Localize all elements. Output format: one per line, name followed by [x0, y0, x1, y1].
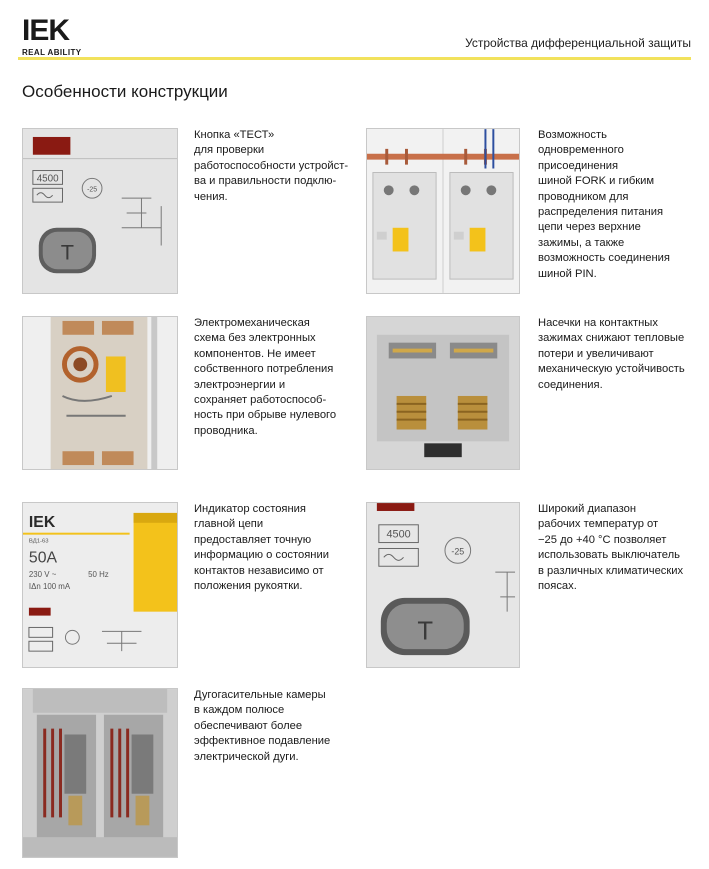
rating-code-text: 4500	[36, 173, 59, 185]
desc-line: предоставляет точную	[194, 533, 312, 546]
feature-description-fork-busbar	[538, 128, 700, 282]
voltage-text: 230 V ~	[28, 570, 57, 580]
desc-line: главной цепи	[194, 518, 264, 531]
arc-chambers-illustration	[23, 689, 177, 857]
desc-line: компонентов. Не имеет	[194, 347, 316, 360]
page-title: Особенности конструкции	[22, 82, 228, 101]
test-letter-text: T	[417, 617, 434, 646]
desc-line: Возможность	[538, 129, 607, 141]
desc-line: положения рукоятки.	[194, 580, 303, 593]
desc-line: собственного потребления	[194, 363, 334, 376]
desc-line: работоспособности устройст-	[194, 159, 349, 172]
internals-illustration	[23, 317, 177, 469]
desc-line: Электромеханическая	[194, 317, 310, 329]
desc-line: Индикатор состояния	[194, 503, 306, 515]
desc-line: распределения питания	[538, 206, 664, 219]
desc-line: электроэнергии и	[194, 378, 286, 391]
desc-line: Дугогасительные камеры	[194, 689, 326, 701]
desc-line: проводника.	[194, 424, 258, 437]
busbar-illustration	[367, 129, 519, 293]
desc-line: шиной PIN.	[538, 267, 597, 280]
desc-line: одновременного	[538, 144, 624, 157]
indicator-illustration	[23, 503, 177, 667]
desc-line: чения.	[194, 190, 228, 203]
logo-subtitle: REAL ABILITY	[22, 48, 82, 57]
desc-line: информацию о состоянии	[194, 549, 329, 562]
desc-line: соединения.	[538, 378, 603, 391]
feature-description-arc-chambers	[194, 688, 354, 765]
desc-line: цепи через верхние	[538, 221, 641, 234]
contact-terminals-photo	[366, 316, 520, 470]
desc-line: сохраняет работоспособ-	[194, 394, 327, 407]
desc-line: присоединения	[538, 159, 619, 172]
desc-line: −25 до +40 °С позволяет	[538, 533, 667, 546]
current-text: 50A	[28, 549, 58, 567]
desc-line: поясах.	[538, 580, 577, 593]
arc-chambers-photo	[22, 688, 178, 858]
desc-line: механическую устойчивость	[538, 363, 685, 376]
feature-description-contact-terminals	[538, 316, 700, 393]
section-title: Устройства дифференциальной защиты	[465, 36, 691, 50]
desc-line: Насечки на контактных	[538, 317, 658, 329]
desc-line: электрической дуги.	[194, 750, 299, 763]
logo-mark: IEK	[22, 14, 70, 47]
desc-line: эффективное подавление	[194, 735, 331, 748]
desc-line: шиной FORK и гибким	[538, 175, 655, 188]
frequency-text: 50 Hz	[88, 570, 109, 580]
temperature-illustration	[367, 503, 519, 667]
temperature-range-photo	[366, 502, 520, 668]
test-letter-text: T	[60, 239, 75, 265]
iek-logo	[22, 16, 81, 57]
feature-description-status-indicator	[194, 502, 354, 594]
desc-line: использовать выключатель	[538, 549, 680, 562]
desc-line: схема без электронных	[194, 332, 316, 345]
desc-line: контактов независимо от	[194, 564, 324, 577]
feature-description-test-button	[194, 128, 354, 205]
test-button-photo	[22, 128, 178, 294]
desc-line: ва и правильности подклю-	[194, 175, 337, 188]
desc-line: возможность соединения	[538, 252, 670, 265]
header-divider	[18, 57, 691, 60]
desc-line: ность при обрыве нулевого	[194, 409, 337, 422]
desc-line: Кнопка «ТЕСТ»	[194, 129, 275, 141]
status-indicator-photo	[22, 502, 178, 668]
feature-description-electromechanical	[194, 316, 354, 439]
desc-line: в различных климатических	[538, 564, 684, 577]
temperature-mark-text: -25	[451, 546, 465, 557]
electromechanical-circuit-photo	[22, 316, 178, 470]
desc-line: проводником для	[538, 190, 629, 203]
model-text: ВД1-63	[28, 538, 49, 545]
desc-line: рабочих температур от	[538, 518, 659, 531]
rating-code-text: 4500	[386, 528, 411, 541]
desc-line: для проверки	[194, 144, 265, 157]
desc-line: зажимы, а также	[538, 236, 625, 249]
desc-line: обеспечивают более	[194, 719, 303, 732]
terminals-illustration	[367, 317, 519, 469]
feature-description-temperature-range	[538, 502, 700, 594]
desc-line: Широкий диапазон	[538, 503, 637, 515]
desc-line: потери и увеличивают	[538, 347, 654, 360]
test-button-illustration	[23, 129, 177, 293]
desc-line: зажимах снижают тепловые	[538, 332, 685, 345]
fork-busbar-connection-photo	[366, 128, 520, 294]
residual-current-text: IΔn 100 mA	[28, 581, 71, 591]
brand-text: IEK	[28, 513, 56, 531]
temperature-mark-text: -25	[87, 186, 98, 194]
desc-line: в каждом полюсе	[194, 704, 285, 717]
